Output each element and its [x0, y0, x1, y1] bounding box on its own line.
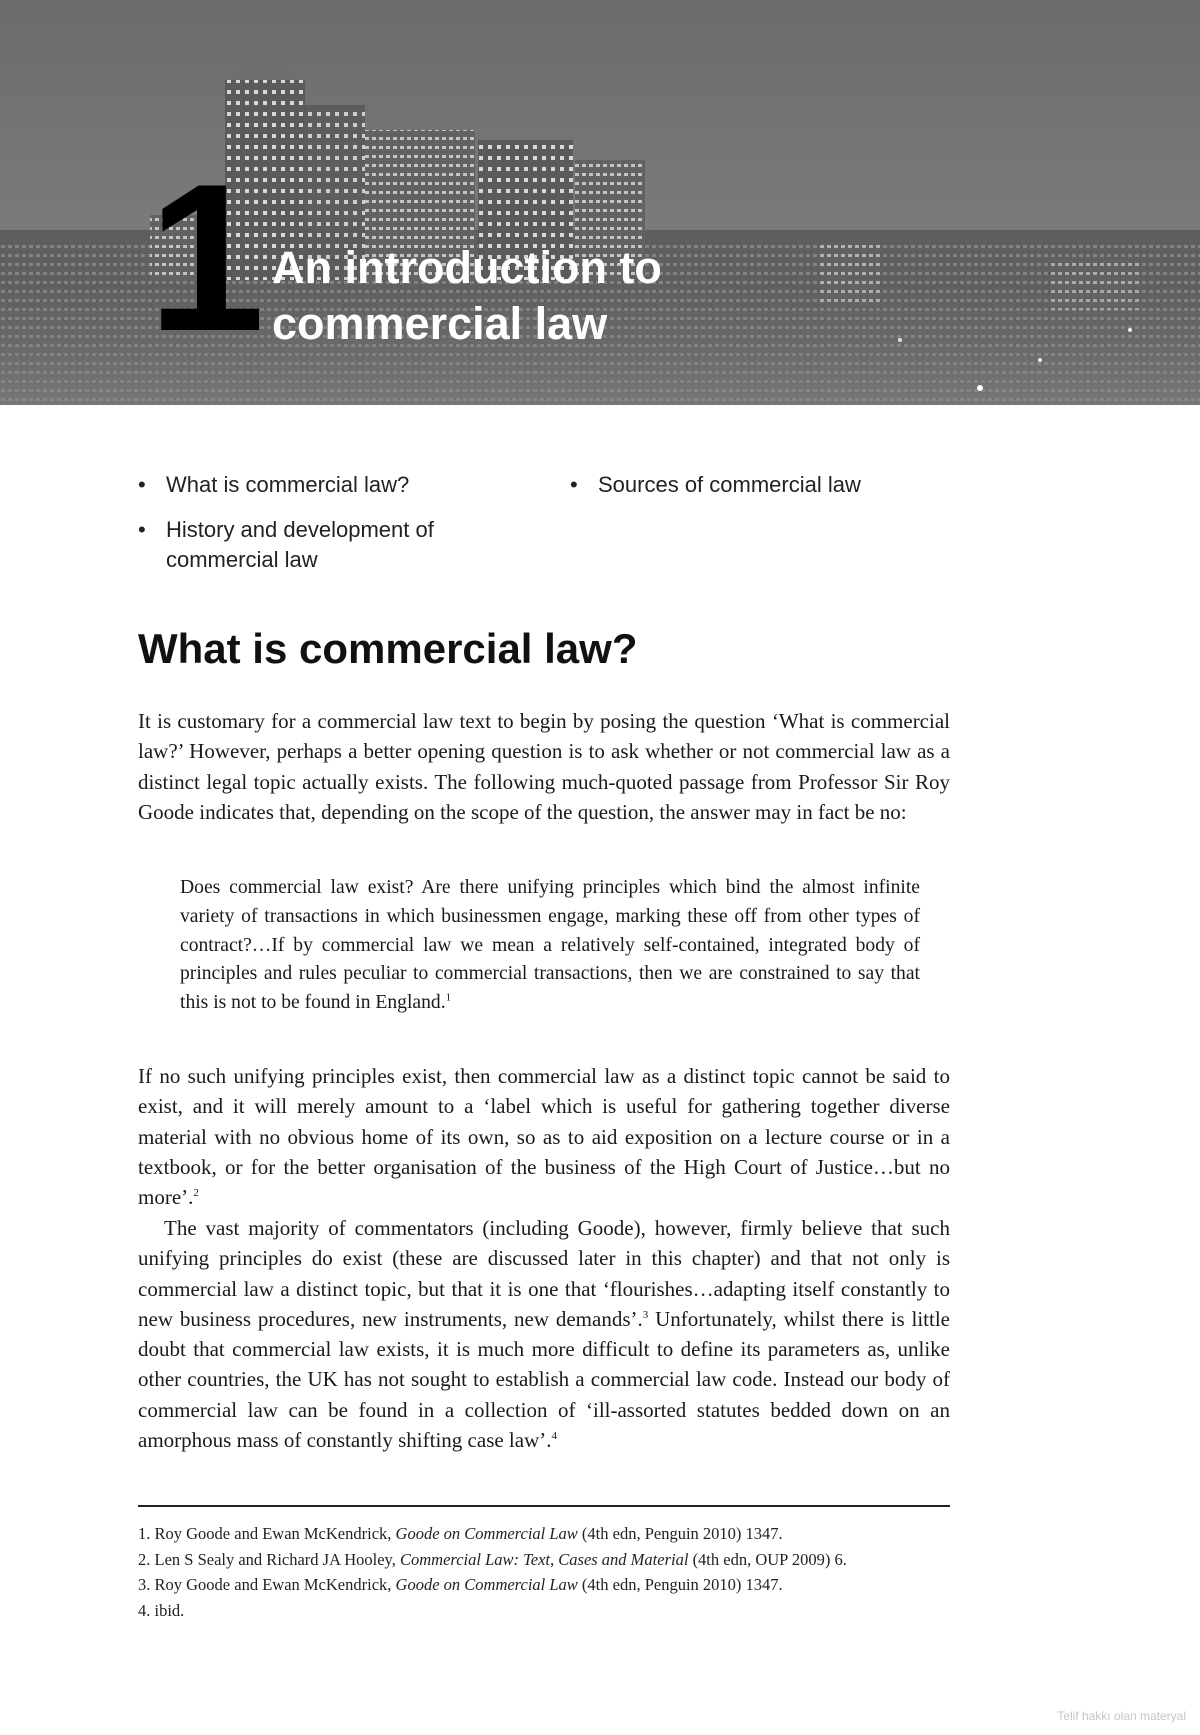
section-heading: What is commercial law? — [138, 625, 638, 672]
quote-text: Does commercial law exist? Are there unifying principles which bind the almost infinite variety of transactions in which businessmen engage, marking these off from other types of contract?…If by commercial law we mean a relatively self-contained, integrated body of principles and rules peculiar to commercial transactions, then we are constrained to say that this is not to be found in England. — [180, 877, 920, 1014]
footnote-details: (4th edn, Penguin 2010) 1347. — [577, 1575, 783, 1595]
paragraph-text: If no such unifying principles exist, then commercial law as a distinct topic cannot be said to exist, and it will merely amount to a ‘label which is useful for gathering together diverse material with no obvious home of its own, so as to aid exposition on a lecture course or in a textbook, or for the better organisation of the business of the High Court of Justice…but no more’. — [138, 1064, 950, 1210]
footnote — [138, 1598, 950, 1624]
chapter-title-line1: An introduction to — [272, 242, 662, 293]
chapter-title-line2: commercial law — [272, 298, 608, 349]
chapter-number: 1 — [148, 140, 259, 375]
footnote-ref: 3 — [642, 1308, 649, 1321]
footnote — [138, 1521, 950, 1547]
footnote-title: Commercial Law: Text, Cases and Material — [399, 1549, 689, 1569]
paragraph-text: The vast majority of commentators (including Goode), however, firmly believe that such unifying principles do exist (these are discussed later in this chapter) and that not only is commercial law a distinct topic, but that it is one that ‘flourishes…adapting itself constantly to new business procedures, new instruments, new demands’. — [138, 1216, 950, 1331]
paragraph-text: Unfortunately, whilst there is little doubt that commercial law exists, it is much more difficult to define its parameters as, unlike other countries, the UK has not sought to establish a commercial law code. Instead our body of commercial law can be found in a collection of ‘ill-assorted statutes bedded down on an amorphous mass of constantly shifting case law’. — [138, 1306, 950, 1453]
chapter-banner — [0, 0, 1200, 405]
footnote — [138, 1547, 950, 1573]
footnote-ref: 1 — [445, 991, 452, 1004]
footnote — [138, 1572, 950, 1598]
topic-item: • History and development of commercial law — [134, 515, 476, 575]
topic-item: • Sources of commercial law — [566, 470, 908, 500]
footnote-ref: 4 — [551, 1430, 557, 1443]
footnote-author: 2. Len S Sealy and Richard JA Hooley, — [138, 1549, 400, 1569]
body-paragraph: It is customary for a commercial law text to begin by posing the question ‘What is commercial law?’ However, perhaps a better opening question is to ask whether or not commercial law as a distinct legal topic actually exists. The following much-quoted passage from Professor Sir Roy Goode indicates that, depending on the scope of the question, the answer may in fact be no: — [138, 709, 950, 824]
footnote-author: 4. ibid. — [138, 1600, 185, 1620]
footnote-title: Goode on Commercial Law — [395, 1575, 578, 1595]
footnote-details: (4th edn, OUP 2009) 6. — [688, 1549, 847, 1569]
copyright-watermark: Telif hakkı olan materyal — [1057, 1709, 1186, 1723]
topic-item: • What is commercial law? — [134, 470, 476, 500]
body-paragraph — [138, 1061, 950, 1212]
footnotes — [138, 1521, 950, 1623]
block-quote — [180, 874, 920, 1018]
footnote-divider — [138, 1505, 950, 1507]
chapter-title — [272, 240, 662, 352]
footnote-author: 3. Roy Goode and Ewan McKendrick, — [138, 1575, 396, 1595]
footnote-details: (4th edn, Penguin 2010) 1347. — [577, 1524, 783, 1543]
footnote-author: 1. Roy Goode and Ewan McKendrick, — [138, 1524, 396, 1543]
body-paragraph — [138, 1213, 950, 1455]
footnote-title: Goode on Commercial Law — [395, 1524, 578, 1543]
footnote-ref: 2 — [193, 1187, 199, 1200]
